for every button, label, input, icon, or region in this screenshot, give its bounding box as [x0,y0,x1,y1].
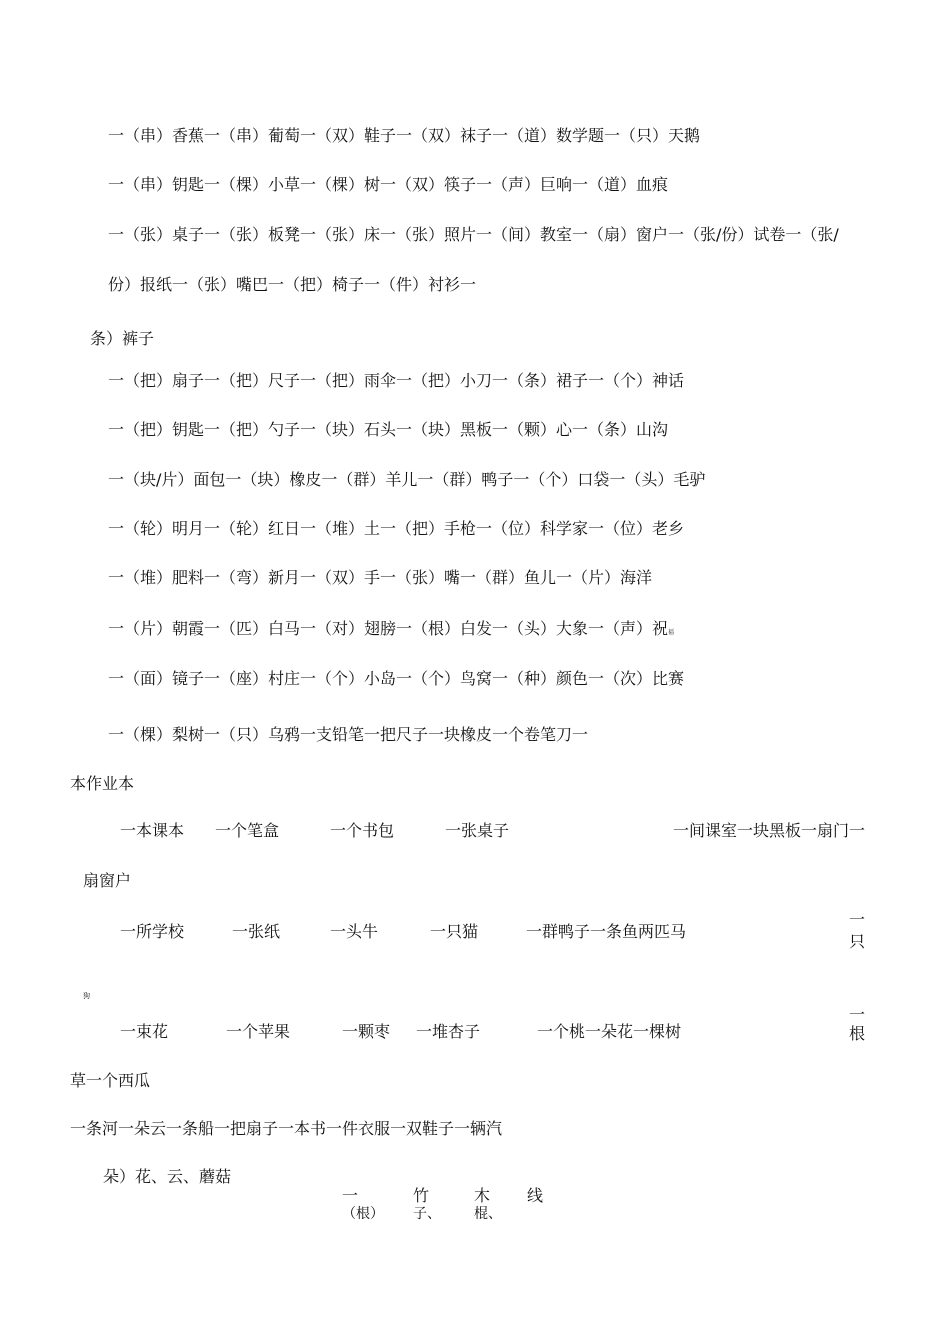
text-item-17b: 一张纸 [232,922,281,941]
text-line-1: 一（串）香蕉一（串）葡萄一（双）鞋子一（双）袜子一（道）数学题一（只）天鹅 [108,126,701,145]
text-line-19: 草一个西瓜 [70,1071,151,1090]
text-item-15c: 一个书包 [330,821,395,840]
text-item-17c: 一头牛 [330,922,379,941]
text-line-16: 扇窗户 [83,871,132,890]
text-line-2: 一（串）钥匙一（棵）小草一（棵）树一（双）筷子一（声）巨响一（道）血痕 [108,175,669,194]
text-item-15a: 一本课本 [120,821,185,840]
text-line-7: 一（把）钥匙一（把）勺子一（块）石头一（块）黑板一（颗）心一（条）山沟 [108,420,669,439]
text-line-3: 一（张）桌子一（张）板凳一（张）床一（张）照片一（间）教室一（扇）窗户一（张/份）试卷一（张/ [108,225,839,244]
text-item-17e: 一群鸭子一条鱼两匹马 [526,922,687,941]
text-line-10: 一（堆）肥料一（弯）新月一（双）手一（张）嘴一（群）鱼儿一（片）海洋 [108,568,653,587]
text-item-15b: 一个笔盒 [215,821,280,840]
text-line-11-main: 一（片）朝霞一（匹）白马一（对）翅膀一（根）白发一（头）大象一（声）祝 [108,619,669,638]
text-line-4: 份）报纸一（张）嘴巴一（把）椅子一（件）衬衫一 [108,275,477,294]
text-line-11-tail: 福 [668,629,675,636]
text-right-2b: 根 [849,1024,866,1043]
text-col-1b: （根） [342,1206,384,1222]
text-small-dog: 狗 [83,992,90,1000]
text-col-2a: 竹 [413,1186,430,1205]
text-line-5: 条）裤子 [90,329,155,348]
text-line-21: 朵）花、云、蘑菇 [103,1167,232,1186]
text-col-4a: 线 [527,1186,544,1205]
text-line-12: 一（面）镜子一（座）村庄一（个）小岛一（个）鸟窝一（种）颜色一（次）比赛 [108,669,685,688]
text-item-18b: 一个苹果 [226,1022,291,1041]
text-item-17a: 一所学校 [120,922,185,941]
text-right-2a: 一 [849,1005,866,1024]
text-item-18c: 一颗枣 [342,1022,391,1041]
text-line-14: 本作业本 [70,774,135,793]
text-col-3b: 棍、 [474,1206,502,1222]
text-item-15e: 一间课室一块黑板一扇门一 [673,821,866,840]
text-line-8: 一（块/片）面包一（块）橡皮一（群）羊儿一（群）鸭子一（个）口袋一（头）毛驴 [108,470,706,489]
text-line-11 [108,619,674,643]
text-right-1a: 一 [849,910,866,929]
text-item-18d: 一堆杏子 [416,1022,481,1041]
text-right-1b: 只 [849,932,866,951]
text-col-1a: 一 [342,1186,359,1205]
text-col-2b: 子、 [413,1206,441,1222]
text-line-6: 一（把）扇子一（把）尺子一（把）雨伞一（把）小刀一（条）裙子一（个）神话 [108,371,685,390]
text-item-17d: 一只猫 [430,922,479,941]
text-line-20: 一条河一朵云一条船一把扇子一本书一件衣服一双鞋子一辆汽 [70,1119,503,1138]
text-line-13: 一（棵）梨树一（只）乌鸦一支铅笔一把尺子一块橡皮一个卷笔刀一 [108,725,589,744]
text-col-3a: 木 [474,1186,491,1205]
text-item-15d: 一张桌子 [445,821,510,840]
text-item-18e: 一个桃一朵花一棵树 [537,1022,682,1041]
text-item-18a: 一束花 [120,1022,169,1041]
text-line-9: 一（轮）明月一（轮）红日一（堆）土一（把）手枪一（位）科学家一（位）老乡 [108,519,685,538]
